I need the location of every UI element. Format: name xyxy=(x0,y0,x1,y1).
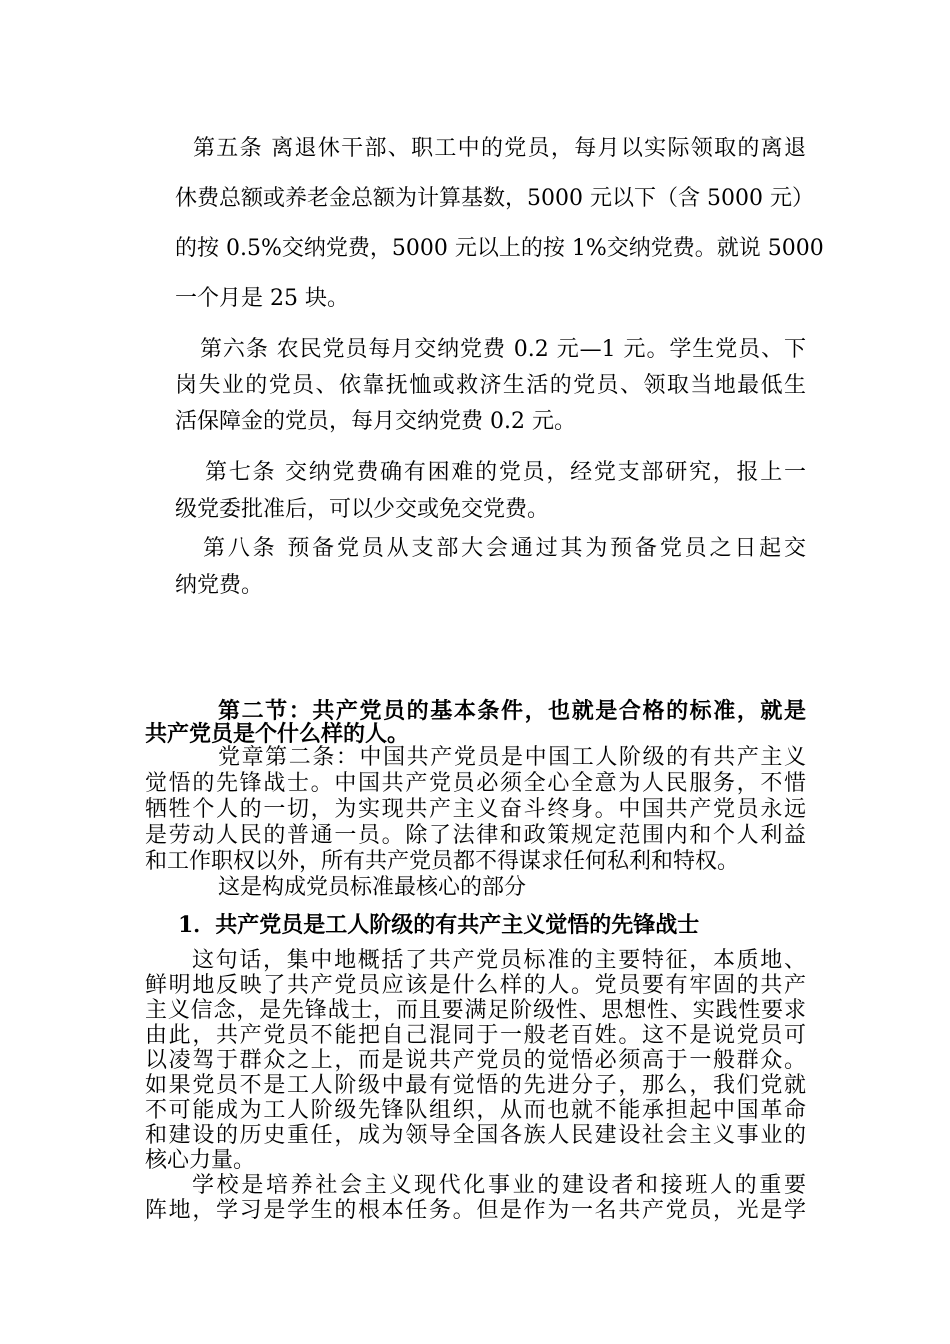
article-8-line-2: 纳党费。 xyxy=(175,573,264,598)
article-7-line-2: 级党委批准后，可以少交或免交党费。 xyxy=(175,497,550,522)
point-1-title: 1．共产党员是工人阶级的有共产主义觉悟的先锋战士 xyxy=(178,912,700,938)
point-1-body-line-8: 和建设的历史重任，成为领导全国各族人民建设社会主义事业的 xyxy=(145,1123,806,1148)
point-1-body-line-4: 由此，共产党员不能把自己混同于一般老百姓。这不是说党员可 xyxy=(145,1023,806,1048)
article-7-line-1: 第七条 交纳党费确有困难的党员，经党支部研究，报上一 xyxy=(205,460,806,485)
charter-line-5: 和工作职权以外，所有共产党员都不得谋求任何私利和特权。 xyxy=(145,849,740,874)
article-6-line-3: 活保障金的党员，每月交纳党费 0.2 元。 xyxy=(175,409,576,434)
charter-line-2: 觉悟的先锋战士。中国共产党员必须全心全意为人民服务，不惜 xyxy=(145,771,806,796)
point-1-body-line-1: 这句话，集中地概括了共产党员标准的主要特征，本质地、 xyxy=(192,948,806,973)
school-para-line-1: 学校是培养社会主义现代化事业的建设者和接班人的重要 xyxy=(192,1173,806,1198)
article-8-line-1: 第八条 预备党员从支部大会通过其为预备党员之日起交 xyxy=(203,536,806,561)
core-note: 这是构成党员标准最核心的部分 xyxy=(218,875,527,900)
section-2-heading-line-2: 共产党员是个什么样的人。 xyxy=(145,721,410,747)
point-1-body-line-2: 鲜明地反映了共产党员应该是什么样的人。党员要有牢固的共产 xyxy=(145,973,806,998)
article-5-line-4: 一个月是 25 块。 xyxy=(175,286,349,311)
point-1-body-line-3: 主义信念，是先锋战士，而且要满足阶级性、思想性、实践性要求 xyxy=(145,998,806,1023)
point-1-body-line-9: 核心力量。 xyxy=(145,1148,256,1173)
charter-line-1: 党章第二条：中国共产党员是中国工人阶级的有共产主义 xyxy=(218,745,806,770)
article-5-line-3: 的按 0.5%交纳党费，5000 元以上的按 1%交纳党费。就说 5000 xyxy=(175,236,824,261)
article-6-line-2: 岗失业的党员、依靠抚恤或救济生活的党员、领取当地最低生 xyxy=(175,373,806,398)
school-para-line-2: 阵地，学习是学生的根本任务。但是作为一名共产党员，光是学 xyxy=(145,1198,806,1223)
point-1-body-line-7: 不可能成为工人阶级先锋队组织，从而也就不能承担起中国革命 xyxy=(145,1098,806,1123)
point-1-body-line-5: 以凌驾于群众之上，而是说共产党员的觉悟必须高于一般群众。 xyxy=(145,1048,806,1073)
article-6-line-1: 第六条 农民党员每月交纳党费 0.2 元—1 元。学生党员、下 xyxy=(200,337,806,362)
point-1-body-line-6: 如果党员不是工人阶级中最有觉悟的先进分子，那么，我们党就 xyxy=(145,1073,806,1098)
charter-line-3: 牺牲个人的一切，为实现共产主义奋斗终身。中国共产党员永远 xyxy=(145,797,806,822)
section-2-heading-line-1: 第二节：共产党员的基本条件，也就是合格的标准，就是 xyxy=(218,698,806,724)
article-5-line-2: 休费总额或养老金总额为计算基数，5000 元以下（含 5000 元） xyxy=(175,186,814,211)
article-5-line-1: 第五条 离退休干部、职工中的党员，每月以实际领取的离退 xyxy=(193,136,806,161)
charter-line-4: 是劳动人民的普通一员。除了法律和政策规定范围内和个人利益 xyxy=(145,823,806,848)
